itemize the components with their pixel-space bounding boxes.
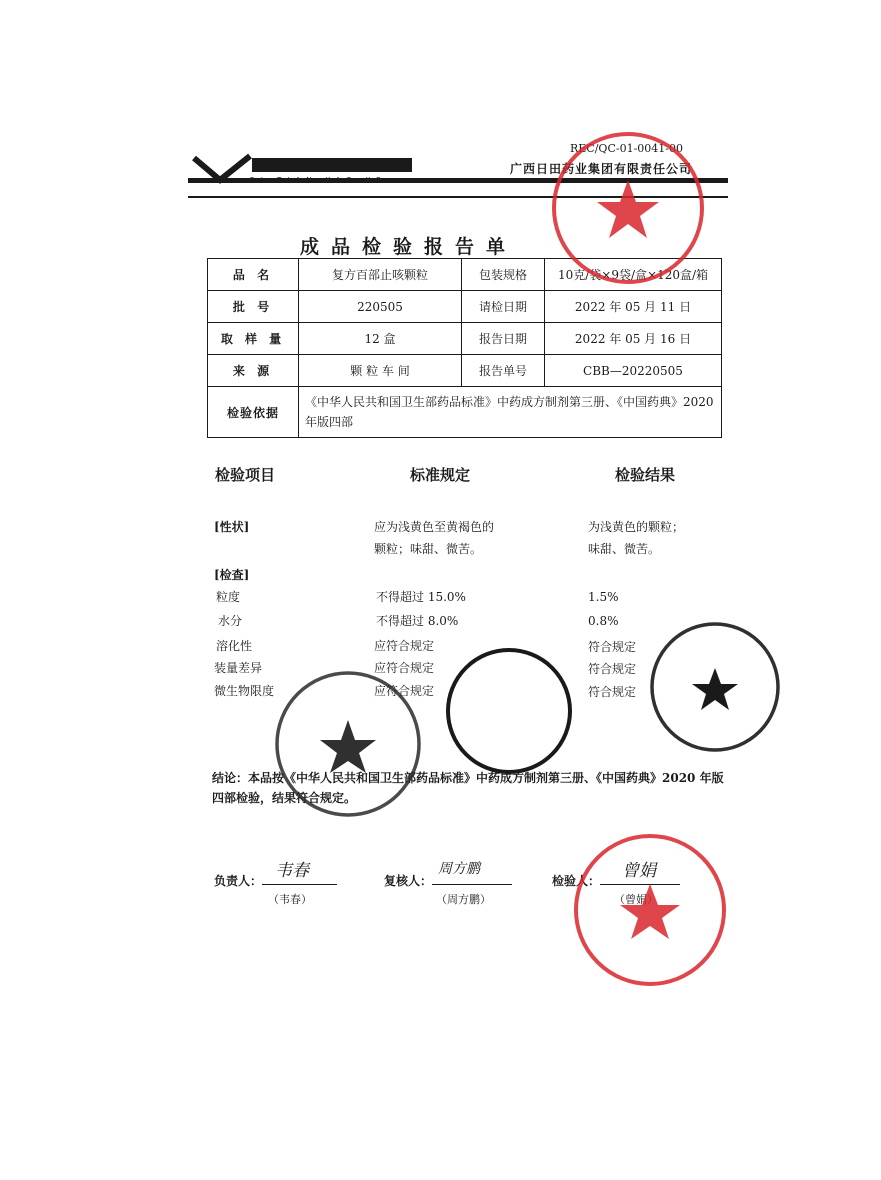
kangwei-seal-stamp (272, 668, 424, 820)
reviewer-signature: 周方鹏 (438, 861, 480, 877)
character-result-line2: 味甜、微苦。 (588, 542, 661, 556)
responsible-signature: 韦春 (275, 861, 309, 881)
pack-value: 10克/袋×9袋/盒×120盒/箱 (545, 259, 722, 291)
batch-label: 批 号 (208, 291, 299, 323)
column-item: 检验项目 (215, 466, 276, 484)
page-title: 成品检验报告单 (300, 236, 518, 258)
group-seal-stamp (648, 620, 782, 754)
inspector-label: 检验人： (552, 874, 601, 888)
company-name: 广西日田药业集团有限责任公司 (510, 162, 693, 176)
request-date-value: 2022 年 05 月 11 日 (545, 291, 722, 323)
report-no-value: CBB—20220505 (545, 355, 722, 387)
check-item: 溶化性 (216, 639, 253, 653)
responsible-label: 负责人： (214, 874, 263, 888)
source-label: 来 源 (208, 355, 299, 387)
character-result-line1: 为浅黄色的颗粒； (588, 520, 685, 534)
check-standard: 不得超过 15.0% (376, 590, 466, 604)
responsible-sign-line (262, 884, 337, 885)
company-logo (190, 150, 420, 192)
section-character: [性状] (214, 520, 250, 534)
responsible-name: （韦春） (268, 893, 312, 906)
inspector-name: （曾娟） (614, 893, 658, 906)
document-code: REC/QC-01-0041-00 (570, 142, 684, 155)
report-seal-stamp (548, 128, 708, 288)
check-result: 符合规定 (588, 685, 637, 699)
sample-label: 取 样 量 (208, 323, 299, 355)
inspector-signature: 曾娟 (622, 861, 656, 881)
report-date-label: 报告日期 (462, 323, 545, 355)
reviewer-label: 复核人： (384, 874, 433, 888)
check-result: 符合规定 (588, 662, 637, 676)
check-result: 0.8% (588, 614, 619, 628)
bottom-seal-stamp (570, 830, 730, 990)
character-standard-line1: 应为浅黄色至黄褐色的 (374, 520, 495, 534)
check-standard: 应符合规定 (374, 684, 435, 698)
check-standard: 应符合规定 (374, 661, 435, 675)
renhe-seal-stamp (444, 646, 574, 776)
column-standard: 标准规定 (410, 466, 471, 484)
reviewer-name: （周方鹏） (436, 893, 491, 906)
product-name: 复方百部止咳颗粒 (299, 259, 462, 291)
basis-value: 《中华人民共和国卫生部药品标准》中药成方制剂第三册、《中国药典》2020 年版四部 (299, 387, 722, 438)
name-label: 品 名 (208, 259, 299, 291)
batch-value: 220505 (299, 291, 462, 323)
check-standard: 不得超过 8.0% (376, 614, 459, 628)
report-no-label: 报告单号 (462, 355, 545, 387)
conclusion: 结论：本品按《中华人民共和国卫生部药品标准》中药成方制剂第三册、《中国药典》2020 年版四部检验，结果符合规定。 (212, 771, 724, 805)
check-result: 1.5% (588, 590, 619, 604)
column-result: 检验结果 (615, 466, 676, 484)
pack-label: 包装规格 (462, 259, 545, 291)
check-standard: 应符合规定 (374, 639, 435, 653)
source-value: 颗 粒 车 间 (299, 355, 462, 387)
check-item: 水分 (218, 614, 243, 628)
check-item: 粒度 (216, 590, 241, 604)
check-item: 装量差异 (214, 661, 263, 675)
check-item: 微生物限度 (214, 684, 275, 698)
reviewer-sign-line (432, 884, 512, 885)
character-standard-line2: 颗粒；味甜、微苦。 (374, 542, 483, 556)
request-date-label: 请检日期 (462, 291, 545, 323)
basis-label: 检验依据 (208, 387, 299, 438)
sample-value: 12 盒 (299, 323, 462, 355)
report-date-value: 2022 年 05 月 16 日 (545, 323, 722, 355)
check-result: 符合规定 (588, 640, 637, 654)
section-check: [检查] (214, 568, 250, 582)
